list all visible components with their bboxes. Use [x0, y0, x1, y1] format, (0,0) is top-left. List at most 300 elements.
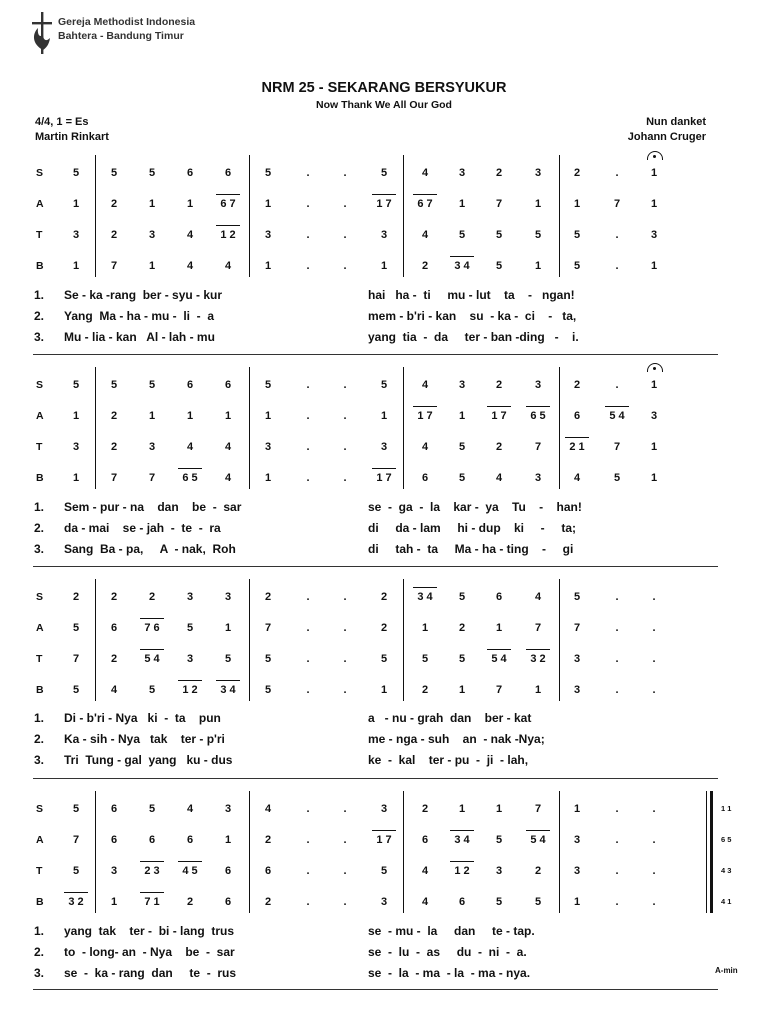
closing-amen: A-min — [715, 966, 738, 975]
system-divider — [33, 354, 718, 355]
note: 3 — [224, 803, 232, 815]
note: 1 — [421, 622, 429, 634]
note: 2 — [110, 441, 118, 453]
note: 1 7 — [376, 198, 392, 210]
note: 1 — [458, 198, 466, 210]
note: 5 — [264, 167, 272, 179]
note: 5 — [458, 441, 466, 453]
bar-line — [249, 579, 250, 701]
fermata-icon — [647, 151, 663, 160]
note-beam — [64, 892, 88, 893]
note: 7 — [148, 472, 156, 484]
lyric-second-half: me - nga - suh an - nak -Nya; — [368, 732, 545, 746]
bar-line — [249, 791, 250, 913]
note: 2 — [148, 591, 156, 603]
note-beam — [216, 225, 240, 226]
note: 1 — [650, 167, 658, 179]
note: 2 — [264, 896, 272, 908]
note: 5 — [72, 803, 80, 815]
note: 5 — [148, 167, 156, 179]
note: 5 — [495, 229, 503, 241]
note: 1 7 — [491, 410, 507, 422]
note: 1 — [72, 410, 80, 422]
note: 5 — [534, 229, 542, 241]
bar-line — [559, 155, 560, 277]
note: 5 4 — [530, 834, 546, 846]
voice-label: B — [36, 472, 44, 484]
note: 5 — [224, 653, 232, 665]
figured-bass: 1 1 — [721, 804, 732, 813]
lyric-line — [34, 945, 714, 961]
note: 3 — [380, 803, 388, 815]
note: 1 — [573, 198, 581, 210]
note: 1 7 — [376, 472, 392, 484]
note: 3 — [72, 229, 80, 241]
note: 3 — [224, 591, 232, 603]
lyric-line — [34, 924, 714, 940]
note: 1 — [148, 260, 156, 272]
note-beam — [372, 194, 396, 195]
note: 1 — [148, 410, 156, 422]
note: 5 4 — [491, 653, 507, 665]
cross-and-flame-logo-icon — [30, 12, 54, 54]
voice-label: A — [36, 622, 44, 634]
note: . — [306, 198, 310, 210]
note-beam — [487, 649, 511, 650]
note: 1 — [458, 803, 466, 815]
voice-label: B — [36, 684, 44, 696]
note: 2 — [573, 167, 581, 179]
note: 7 6 — [144, 622, 160, 634]
note-beam — [413, 194, 437, 195]
note: 7 — [110, 472, 118, 484]
note: 5 — [458, 591, 466, 603]
note: 6 — [573, 410, 581, 422]
note: 2 — [110, 591, 118, 603]
note: . — [652, 803, 656, 815]
figured-bass: 4 3 — [721, 866, 732, 875]
note-beam — [178, 680, 202, 681]
note: 4 — [421, 229, 429, 241]
voice-label: A — [36, 834, 44, 846]
note: . — [343, 591, 347, 603]
lyric-first-half: Se - ka -rang ber - syu - kur — [64, 288, 223, 302]
note: 3 4 — [417, 591, 433, 603]
verse-number: 2. — [34, 521, 45, 535]
note: 1 — [380, 684, 388, 696]
note: . — [615, 653, 619, 665]
note: 2 — [421, 260, 429, 272]
bar-line — [95, 367, 96, 489]
note-beam — [450, 830, 474, 831]
bar-line — [249, 155, 250, 277]
note: . — [343, 441, 347, 453]
note: 1 — [534, 684, 542, 696]
note: 4 — [186, 229, 194, 241]
note: 1 — [224, 622, 232, 634]
lyric-first-half: Ka - sih - Nya tak ter - p'ri — [64, 732, 225, 746]
note: 3 — [495, 865, 503, 877]
note: . — [615, 684, 619, 696]
note: . — [306, 591, 310, 603]
note: 1 — [650, 472, 658, 484]
note: 5 — [72, 167, 80, 179]
note: 6 — [224, 379, 232, 391]
verse-number: 3. — [34, 542, 45, 556]
note: 3 — [148, 441, 156, 453]
note: 7 — [72, 834, 80, 846]
lyric-second-half: hai ha - ti mu - lut ta - ngan! — [368, 288, 575, 302]
note: 3 4 — [220, 684, 236, 696]
verse-number: 3. — [34, 753, 45, 767]
note-beam — [140, 892, 164, 893]
note: 3 — [380, 896, 388, 908]
figured-bass: 6 5 — [721, 835, 732, 844]
note: 5 — [534, 896, 542, 908]
note: 5 4 — [144, 653, 160, 665]
hymn-subtitle: Now Thank We All Our God — [316, 99, 452, 111]
note: . — [306, 472, 310, 484]
composer: Johann Cruger — [627, 131, 706, 143]
note: 3 4 — [454, 834, 470, 846]
note: 2 — [573, 379, 581, 391]
note: 1 — [534, 198, 542, 210]
note-beam — [140, 649, 164, 650]
note-beam — [413, 587, 437, 588]
note: 2 — [458, 622, 466, 634]
bar-line — [95, 579, 96, 701]
note: 5 — [458, 653, 466, 665]
note-beam — [526, 649, 550, 650]
note: . — [343, 803, 347, 815]
note: . — [306, 803, 310, 815]
note: . — [306, 379, 310, 391]
note: 5 — [495, 260, 503, 272]
note: 2 — [110, 198, 118, 210]
note: 5 — [421, 653, 429, 665]
note: 5 — [380, 653, 388, 665]
note: 5 — [380, 865, 388, 877]
note: 1 — [380, 410, 388, 422]
note: . — [652, 865, 656, 877]
note: . — [306, 260, 310, 272]
note: 3 — [573, 653, 581, 665]
note: 4 — [224, 441, 232, 453]
bar-line — [559, 579, 560, 701]
lyric-line — [34, 309, 714, 325]
lyric-second-half: di da - lam hi - dup ki - ta; — [368, 521, 577, 535]
note: 2 — [264, 834, 272, 846]
lyric-second-half: se - mu - la dan te - tap. — [368, 924, 535, 938]
note: . — [615, 167, 619, 179]
note: 1 — [224, 834, 232, 846]
note: 1 7 — [376, 834, 392, 846]
note: 1 — [72, 472, 80, 484]
lyric-first-half: se - ka - rang dan te - rus — [64, 966, 237, 980]
note: 4 — [224, 260, 232, 272]
note: 3 — [458, 167, 466, 179]
note: 1 — [148, 198, 156, 210]
note: 6 7 — [220, 198, 236, 210]
bar-line — [559, 367, 560, 489]
note: . — [615, 229, 619, 241]
verse-number: 3. — [34, 330, 45, 344]
note: 4 — [110, 684, 118, 696]
note: . — [343, 653, 347, 665]
note: 2 — [495, 379, 503, 391]
voice-label: T — [36, 865, 43, 877]
note-beam — [140, 618, 164, 619]
lyric-first-half: Sem - pur - na dan be - sar — [64, 500, 242, 514]
note: 7 — [534, 441, 542, 453]
lyric-second-half: mem - b'ri - kan su - ka - ci - ta, — [368, 309, 577, 323]
note: . — [343, 229, 347, 241]
voice-label: A — [36, 410, 44, 422]
note: 6 — [224, 865, 232, 877]
lyric-second-half: ke - kal ter - pu - ji - lah, — [368, 753, 529, 767]
note: 5 — [72, 684, 80, 696]
note: 5 — [186, 622, 194, 634]
note-beam — [372, 830, 396, 831]
note: 6 — [458, 896, 466, 908]
note: 2 — [421, 684, 429, 696]
bottom-rule — [33, 989, 718, 990]
note: 4 — [186, 803, 194, 815]
lyric-first-half: da - mai se - jah - te - ra — [64, 521, 221, 535]
note: 1 — [458, 410, 466, 422]
voice-label: S — [36, 379, 44, 391]
note: 2 — [186, 896, 194, 908]
note: . — [343, 865, 347, 877]
verse-number: 1. — [34, 711, 45, 725]
note: 5 4 — [609, 410, 625, 422]
note: 3 2 — [530, 653, 546, 665]
note: . — [306, 896, 310, 908]
note: 6 5 — [530, 410, 546, 422]
note: . — [343, 379, 347, 391]
note: 2 — [495, 167, 503, 179]
note-beam — [216, 194, 240, 195]
note: . — [615, 260, 619, 272]
note-beam — [565, 437, 589, 438]
lyric-line — [34, 521, 714, 537]
note: 3 — [110, 865, 118, 877]
note: 1 — [495, 803, 503, 815]
note: 5 — [573, 229, 581, 241]
church-name: Gereja Methodist Indonesia — [58, 16, 196, 28]
note: 5 — [148, 379, 156, 391]
final-bar-line — [706, 791, 707, 913]
note: . — [652, 684, 656, 696]
note: 3 — [458, 379, 466, 391]
voice-label: T — [36, 653, 43, 665]
note: 5 — [613, 472, 621, 484]
note: 6 7 — [417, 198, 433, 210]
final-bar-line — [710, 791, 713, 913]
note: . — [306, 865, 310, 877]
note: 1 2 — [220, 229, 236, 241]
voice-label: S — [36, 591, 44, 603]
note: . — [652, 622, 656, 634]
note: 1 — [72, 260, 80, 272]
lyric-line — [34, 500, 714, 516]
bar-line — [403, 367, 404, 489]
bar-line — [95, 155, 96, 277]
note: 5 — [72, 379, 80, 391]
verse-number: 2. — [34, 732, 45, 746]
note-beam — [372, 468, 396, 469]
note: . — [652, 834, 656, 846]
note: 3 — [264, 229, 272, 241]
note: 5 — [573, 591, 581, 603]
note: 6 — [224, 167, 232, 179]
verse-number: 1. — [34, 500, 45, 514]
note: 1 — [495, 622, 503, 634]
note: 5 — [264, 653, 272, 665]
note-beam — [140, 861, 164, 862]
note: 5 — [495, 896, 503, 908]
note: . — [652, 653, 656, 665]
lyric-second-half: se - lu - as du - ni - a. — [368, 945, 527, 959]
lyric-first-half: Sang Ba - pa, A - nak, Roh — [64, 542, 236, 556]
note: 2 — [534, 865, 542, 877]
note: . — [343, 684, 347, 696]
bar-line — [403, 155, 404, 277]
note: 2 — [110, 229, 118, 241]
note: 1 — [264, 260, 272, 272]
note-beam — [178, 468, 202, 469]
note: 4 — [224, 472, 232, 484]
note: 1 — [650, 260, 658, 272]
note: 5 — [72, 865, 80, 877]
note: 6 — [186, 834, 194, 846]
note: . — [615, 591, 619, 603]
note: 3 — [534, 472, 542, 484]
note: 5 — [148, 803, 156, 815]
note-beam — [413, 406, 437, 407]
note: . — [306, 229, 310, 241]
note: . — [652, 896, 656, 908]
note: 3 — [186, 591, 194, 603]
note: 1 — [264, 198, 272, 210]
note: 1 2 — [454, 865, 470, 877]
note: 7 — [534, 622, 542, 634]
voice-label: T — [36, 441, 43, 453]
note: . — [343, 167, 347, 179]
verse-number: 2. — [34, 945, 45, 959]
note: . — [343, 472, 347, 484]
system-divider — [33, 566, 718, 567]
lyric-second-half: yang tia - da ter - ban -ding - i. — [368, 330, 579, 344]
note: 4 — [186, 441, 194, 453]
note: . — [306, 410, 310, 422]
note: 3 — [534, 379, 542, 391]
lyric-line — [34, 753, 714, 769]
lyric-second-half: a - nu - grah dan ber - kat — [368, 711, 532, 725]
note: . — [615, 834, 619, 846]
note: 6 — [148, 834, 156, 846]
note: . — [343, 260, 347, 272]
note: . — [343, 896, 347, 908]
note: . — [615, 896, 619, 908]
note-beam — [526, 830, 550, 831]
note: 2 — [380, 622, 388, 634]
note: 2 1 — [569, 441, 585, 453]
bar-line — [403, 791, 404, 913]
note: . — [615, 379, 619, 391]
note: 1 — [534, 260, 542, 272]
note: 1 — [72, 198, 80, 210]
note: 3 — [650, 229, 658, 241]
bar-line — [95, 791, 96, 913]
note: 6 — [264, 865, 272, 877]
note: 7 — [613, 441, 621, 453]
note: 4 — [421, 379, 429, 391]
note: . — [343, 622, 347, 634]
note: 5 — [380, 167, 388, 179]
note: 4 — [186, 260, 194, 272]
lyric-line — [34, 542, 714, 558]
note: 1 — [573, 896, 581, 908]
note: 3 — [380, 229, 388, 241]
figured-bass: 4 1 — [721, 897, 732, 906]
note: 5 — [573, 260, 581, 272]
note-beam — [450, 256, 474, 257]
note: 2 — [264, 591, 272, 603]
note: 3 — [573, 684, 581, 696]
note: 3 — [148, 229, 156, 241]
lyric-first-half: Mu - lia - kan Al - lah - mu — [64, 330, 215, 344]
note: 4 — [421, 865, 429, 877]
note: 3 — [72, 441, 80, 453]
note: 6 — [110, 834, 118, 846]
note: . — [306, 167, 310, 179]
note: . — [306, 834, 310, 846]
voice-label: T — [36, 229, 43, 241]
note: 7 — [534, 803, 542, 815]
note-beam — [526, 406, 550, 407]
note: 6 — [421, 834, 429, 846]
note: 5 — [458, 472, 466, 484]
note: . — [615, 803, 619, 815]
note: 2 3 — [144, 865, 160, 877]
note: . — [343, 410, 347, 422]
note-beam — [450, 861, 474, 862]
note: 3 — [573, 865, 581, 877]
verse-number: 2. — [34, 309, 45, 323]
voice-label: B — [36, 260, 44, 272]
note: . — [615, 622, 619, 634]
note: 1 — [380, 260, 388, 272]
note: . — [306, 622, 310, 634]
note: 5 — [264, 684, 272, 696]
note: 7 — [495, 198, 503, 210]
note: 3 — [650, 410, 658, 422]
note: 1 — [110, 896, 118, 908]
note: 1 7 — [417, 410, 433, 422]
note: . — [615, 865, 619, 877]
note: 5 — [495, 834, 503, 846]
note: 7 — [264, 622, 272, 634]
note: 5 — [380, 379, 388, 391]
bar-line — [403, 579, 404, 701]
note: 7 — [72, 653, 80, 665]
fermata-icon — [647, 363, 663, 372]
note-beam — [216, 680, 240, 681]
note: 2 — [380, 591, 388, 603]
note: 5 — [110, 379, 118, 391]
note: 3 — [573, 834, 581, 846]
